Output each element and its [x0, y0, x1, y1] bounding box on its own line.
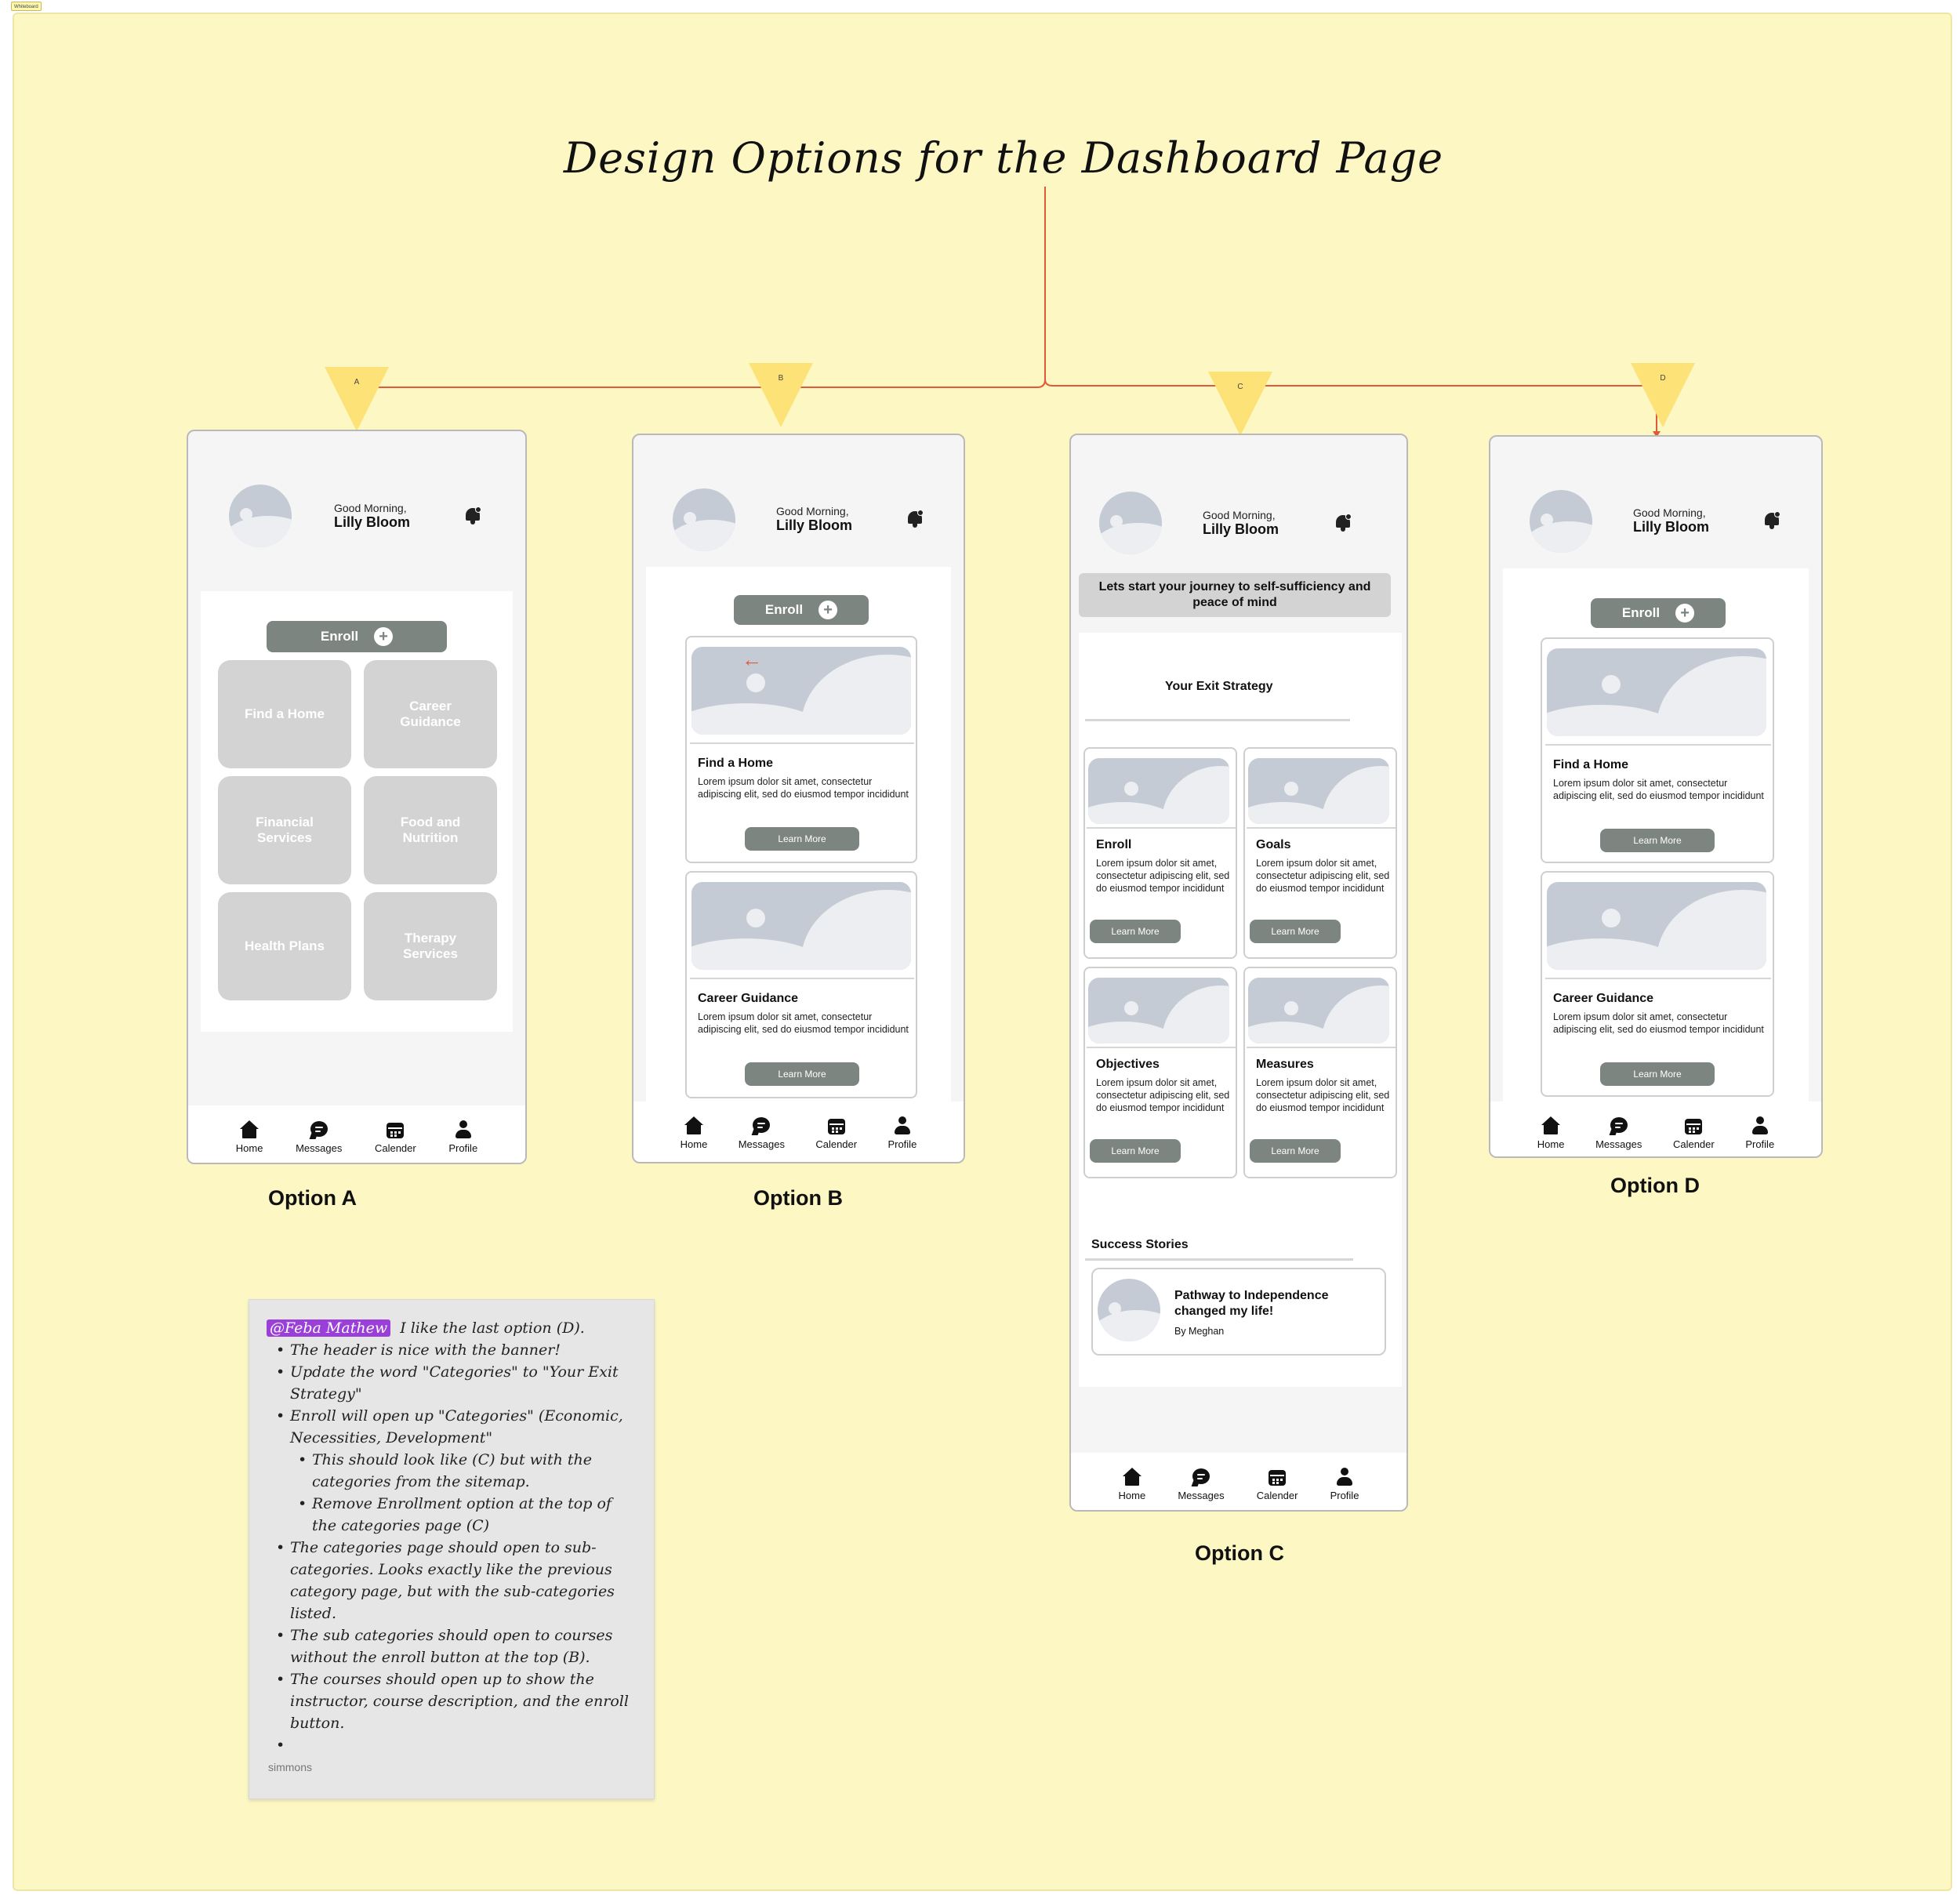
- learn-more-button[interactable]: Learn More: [1090, 1139, 1181, 1163]
- nav-messages-label: Messages: [1178, 1489, 1225, 1501]
- image-placeholder: [691, 882, 911, 970]
- greeting-text: Good Morning,: [1633, 506, 1706, 519]
- learn-more-button[interactable]: Learn More: [1600, 829, 1715, 852]
- notification-bell-icon[interactable]: [1334, 514, 1352, 532]
- card-description: Lorem ipsum dolor sit amet, consectetur adipiscing elit, sed do eiusmod tempor incididunt: [1096, 1077, 1230, 1113]
- frame-tag[interactable]: Whiteboard: [11, 2, 42, 11]
- strategy-card: [1243, 967, 1397, 1178]
- enroll-button[interactable]: [1591, 598, 1726, 628]
- profile-icon: [454, 1120, 473, 1139]
- sticky-item: • The courses should open up to show the instructor, course description, and the enroll button.: [267, 1668, 640, 1734]
- course-card: [685, 871, 917, 1098]
- sticky-item-empty: [267, 1734, 640, 1756]
- calendar-icon: [1268, 1468, 1287, 1486]
- user-name: Lilly Bloom: [1633, 519, 1710, 535]
- sticky-intro-line: [267, 1317, 640, 1339]
- user-name: Lilly Bloom: [1203, 521, 1279, 537]
- nav-profile-label: Profile: [448, 1142, 478, 1154]
- card-title: Find a Home: [1553, 758, 1629, 771]
- tile-therapy-services[interactable]: Therapy Services: [364, 892, 497, 1000]
- user-mention[interactable]: @Feba Mathew: [267, 1319, 390, 1337]
- learn-more-button[interactable]: Learn More: [1250, 1139, 1341, 1163]
- plus-icon: +: [818, 601, 837, 619]
- tile-career-guidance[interactable]: Career Guidance: [364, 660, 497, 768]
- nav-profile[interactable]: [448, 1120, 477, 1154]
- success-story-card[interactable]: [1091, 1268, 1386, 1356]
- marker-d-label: D: [1660, 374, 1666, 383]
- card-divider: [1247, 1047, 1396, 1048]
- bottom-nav: [1490, 1102, 1821, 1158]
- marker-a[interactable]: [325, 367, 389, 431]
- option-d-label: Option D: [1610, 1174, 1700, 1197]
- avatar: [229, 485, 292, 547]
- card-title: Objectives: [1096, 1058, 1160, 1071]
- strategy-card: [1243, 747, 1397, 959]
- course-card: [1541, 637, 1774, 863]
- image-placeholder: [1248, 758, 1389, 824]
- enroll-button[interactable]: [267, 621, 447, 652]
- messages-icon: [1192, 1468, 1210, 1486]
- avatar: [1099, 492, 1162, 554]
- greeting-text: Good Morning,: [334, 502, 407, 514]
- section-divider: [1085, 719, 1350, 721]
- story-avatar: [1098, 1279, 1160, 1341]
- sticky-item: • Enroll will open up "Categories" (Economic, Necessities, Development": [267, 1405, 640, 1449]
- sticky-item: • The categories page should open to sub-categories. Looks exactly like the previous category page, but with the sub-categories listed.: [267, 1537, 640, 1624]
- card-title: Goals: [1256, 838, 1291, 851]
- nav-messages[interactable]: [1595, 1116, 1642, 1150]
- section-title: Your Exit Strategy: [1165, 680, 1273, 693]
- image-placeholder: [1547, 648, 1766, 736]
- sticky-author: simmons: [268, 1761, 313, 1773]
- learn-more-button[interactable]: Learn More: [745, 1062, 859, 1086]
- enroll-label: Enroll: [764, 602, 804, 617]
- phone-option-d[interactable]: [1489, 435, 1823, 1158]
- home-icon: [1541, 1116, 1560, 1135]
- nav-messages-label: Messages: [738, 1138, 785, 1150]
- nav-home-label: Home: [680, 1138, 708, 1150]
- card-divider: [690, 978, 914, 979]
- nav-messages[interactable]: [1178, 1468, 1224, 1501]
- marker-c-label: C: [1237, 383, 1243, 391]
- user-name: Lilly Bloom: [776, 517, 853, 533]
- nav-calender-label: Calender: [815, 1138, 858, 1150]
- course-card: [685, 636, 917, 863]
- red-arrow-annotation: ←: [742, 648, 762, 671]
- card-divider: [1087, 827, 1236, 829]
- sticky-subitem: • This should look like (C) but with the categories from the sitemap.: [267, 1449, 640, 1493]
- category-panel: [201, 591, 513, 1032]
- nav-calender-label: Calender: [374, 1142, 416, 1154]
- enroll-button[interactable]: [734, 595, 869, 625]
- card-description: Lorem ipsum dolor sit amet, consectetur adipiscing elit, sed do eiusmod tempor incididunt: [1256, 858, 1390, 894]
- tile-financial-services[interactable]: Financial Services: [218, 776, 351, 884]
- card-description: Lorem ipsum dolor sit amet, consectetur adipiscing elit, sed do eiusmod tempor incididunt: [698, 776, 909, 800]
- marker-b[interactable]: [749, 363, 813, 427]
- learn-more-button[interactable]: Learn More: [1250, 920, 1341, 943]
- nav-profile[interactable]: [887, 1116, 916, 1150]
- learn-more-button[interactable]: Learn More: [1090, 920, 1181, 943]
- card-description: Lorem ipsum dolor sit amet, consectetur adipiscing elit, sed do eiusmod tempor incididunt: [1256, 1077, 1390, 1113]
- avatar: [1530, 490, 1592, 553]
- phone-option-b[interactable]: [632, 434, 965, 1163]
- card-title: Enroll: [1096, 838, 1132, 851]
- sticky-list: [267, 1339, 640, 1756]
- board-title: Design Options for the Dashboard Page: [563, 133, 1444, 183]
- course-card: [1541, 871, 1774, 1097]
- card-divider: [1087, 1047, 1236, 1048]
- nav-home[interactable]: [1119, 1468, 1146, 1501]
- image-placeholder: [1088, 758, 1229, 824]
- content-panel: [1079, 633, 1402, 1387]
- image-placeholder: [1248, 978, 1389, 1044]
- nav-home-label: Home: [1537, 1138, 1565, 1150]
- nav-profile-label: Profile: [887, 1138, 917, 1150]
- card-description: Lorem ipsum dolor sit amet, consectetur adipiscing elit, sed do eiusmod tempor incididunt: [1553, 1011, 1764, 1035]
- nav-calender[interactable]: [1673, 1116, 1715, 1150]
- sticky-subitem: • Remove Enrollment option at the top of the categories page (C): [267, 1493, 640, 1537]
- image-placeholder: [1088, 978, 1229, 1044]
- plus-icon: +: [1675, 604, 1694, 623]
- nav-messages[interactable]: [296, 1120, 342, 1154]
- profile-icon: [1335, 1468, 1354, 1486]
- notification-bell-icon[interactable]: [906, 510, 924, 528]
- nav-profile[interactable]: [1745, 1116, 1774, 1150]
- story-title: Pathway to Independence changed my life!: [1174, 1289, 1329, 1318]
- marker-a-label: A: [354, 378, 360, 387]
- nav-messages-label: Messages: [1595, 1138, 1642, 1150]
- sticky-item: • Update the word "Categories" to "Your Exit Strategy": [267, 1361, 640, 1405]
- nav-calender-label: Calender: [1256, 1489, 1298, 1501]
- home-icon: [1123, 1468, 1142, 1486]
- user-name: Lilly Bloom: [334, 514, 411, 530]
- nav-calender[interactable]: [815, 1116, 857, 1150]
- greeting-text: Good Morning,: [1203, 509, 1276, 521]
- nav-calender[interactable]: [375, 1120, 416, 1154]
- connector-to-a: [357, 379, 1045, 428]
- calendar-icon: [827, 1116, 846, 1135]
- notification-bell-icon[interactable]: [1763, 511, 1780, 530]
- card-divider: [1247, 827, 1396, 829]
- nav-home-label: Home: [235, 1142, 263, 1154]
- bottom-nav: [633, 1102, 964, 1163]
- card-description: Lorem ipsum dolor sit amet, consectetur adipiscing elit, sed do eiusmod tempor incididunt: [698, 1011, 909, 1035]
- phone-option-a[interactable]: [187, 430, 527, 1164]
- nav-home[interactable]: [1537, 1116, 1565, 1150]
- nav-home[interactable]: [681, 1116, 708, 1150]
- bottom-nav: [1071, 1453, 1406, 1512]
- tile-health-plans[interactable]: Health Plans: [218, 892, 351, 1000]
- card-description: Lorem ipsum dolor sit amet, consectetur adipiscing elit, sed do eiusmod tempor incididunt: [1553, 778, 1764, 801]
- messages-icon: [1610, 1116, 1628, 1135]
- nav-profile-label: Profile: [1745, 1138, 1775, 1150]
- option-c-label: Option C: [1195, 1541, 1284, 1565]
- marker-d[interactable]: [1631, 363, 1695, 427]
- home-icon: [684, 1116, 703, 1135]
- nav-profile[interactable]: [1330, 1468, 1359, 1501]
- profile-icon: [893, 1116, 912, 1135]
- card-divider: [1545, 744, 1771, 746]
- card-divider: [1545, 978, 1771, 979]
- nav-messages-label: Messages: [296, 1142, 343, 1154]
- tile-food-and-nutrition[interactable]: Food and Nutrition: [364, 776, 497, 884]
- calendar-icon: [386, 1120, 405, 1139]
- option-b-label: Option B: [753, 1186, 843, 1210]
- marker-b-label: B: [778, 374, 784, 383]
- nav-home-label: Home: [1118, 1489, 1146, 1501]
- plus-icon: +: [374, 627, 393, 646]
- messages-icon: [310, 1120, 328, 1139]
- story-author: By Meghan: [1174, 1326, 1225, 1337]
- nav-calender-label: Calender: [1672, 1138, 1715, 1150]
- success-divider: [1085, 1258, 1353, 1261]
- card-divider: [690, 742, 914, 744]
- learn-more-button[interactable]: Learn More: [745, 827, 859, 851]
- learn-more-button[interactable]: Learn More: [1600, 1062, 1715, 1086]
- connector-to-d: [1045, 379, 1657, 436]
- enroll-label: Enroll: [320, 629, 359, 644]
- card-description: Lorem ipsum dolor sit amet, consectetur adipiscing elit, sed do eiusmod tempor incididunt: [1096, 858, 1230, 894]
- journey-banner: Lets start your journey to self-sufficiency and peace of mind: [1079, 573, 1391, 617]
- nav-calender[interactable]: [1257, 1468, 1298, 1501]
- strategy-card: [1083, 967, 1237, 1178]
- sticky-note[interactable]: [249, 1299, 655, 1799]
- nav-profile-label: Profile: [1330, 1489, 1359, 1501]
- profile-icon: [1751, 1116, 1769, 1135]
- card-title: Career Guidance: [698, 992, 799, 1005]
- enroll-label: Enroll: [1621, 605, 1661, 620]
- content-panel: [1503, 568, 1809, 1109]
- tile-find-a-home[interactable]: Find a Home: [218, 660, 351, 768]
- greeting-text: Good Morning,: [776, 505, 849, 517]
- content-panel: [646, 567, 951, 1109]
- card-title: Career Guidance: [1553, 992, 1654, 1005]
- avatar: [673, 488, 735, 551]
- sticky-item: • The sub categories should open to courses without the enroll button at the top (B).: [267, 1624, 640, 1668]
- image-placeholder: [691, 647, 911, 735]
- home-icon: [240, 1120, 259, 1139]
- nav-home[interactable]: [236, 1120, 263, 1154]
- messages-icon: [752, 1116, 771, 1135]
- card-title: Measures: [1256, 1058, 1314, 1071]
- card-title: Find a Home: [698, 757, 774, 770]
- sticky-item: • The header is nice with the banner!: [267, 1339, 640, 1361]
- sticky-intro: I like the last option (D).: [400, 1319, 585, 1337]
- bottom-nav: [188, 1105, 525, 1164]
- success-stories-heading: Success Stories: [1091, 1238, 1189, 1251]
- nav-messages[interactable]: [739, 1116, 785, 1150]
- option-a-label: Option A: [268, 1186, 357, 1210]
- strategy-card: [1083, 747, 1237, 959]
- notification-bell-icon[interactable]: [464, 506, 481, 525]
- image-placeholder: [1547, 882, 1766, 970]
- marker-c[interactable]: [1208, 372, 1272, 436]
- calendar-icon: [1684, 1116, 1703, 1135]
- phone-option-c[interactable]: [1069, 434, 1408, 1512]
